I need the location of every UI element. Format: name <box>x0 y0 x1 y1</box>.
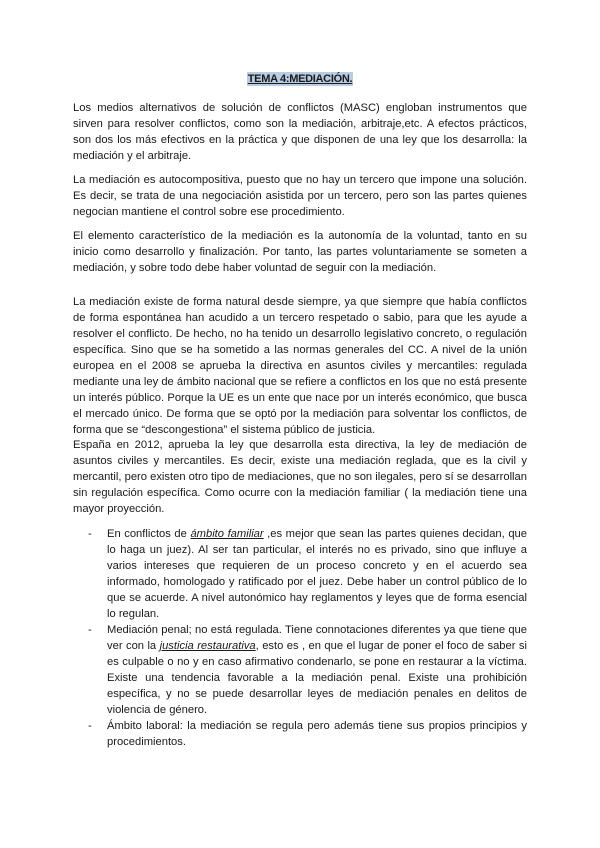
emphasis-justicia-restaurativa: justicia restaurativa <box>159 640 256 652</box>
list-item-text: , esto es , en que el lugar de poner el foco de saber si es culpable o no y en caso afirmativo condenarlo, se pone en restaurar a la víctima. Existe una tendencia favorable a la mediación penal. Existe una prohibición específica, y no se puede desarrollar leyes de mediación penales en delitos de violencia de género. <box>107 640 527 716</box>
list-item-text: ,es mejor que sean las partes quienes decidan, que lo haga un juez). Al ser tan particular, el interés no es privado, sino que influye a varios intereses que requieren de un proceso concreto y en el acuerdo sea informado, homologado y ratificado por el juez. Debe haber un control público de lo que se acuerde. A nivel autonómico hay reglamentos y leyes que de forma esencial lo regulan. <box>107 528 527 620</box>
list-dash: - <box>88 528 92 540</box>
title-wrapper <box>0 71 600 87</box>
paragraph-masc: Los medios alternativos de solución de conflictos (MASC) engloban instrumentos que sirven para resolver conflictos, como son la mediación, arbitraje,etc. A efectos prácticos, son dos los más efectivos en la práctica y que disponen de una ley que los desarrolla: la mediación y el arbitraje. <box>73 102 527 162</box>
list-dash: - <box>88 624 92 636</box>
list-item-text: Ámbito laboral: la mediación se regula pero además tiene sus propios principios y procedimientos. <box>107 720 527 748</box>
list-item-penal <box>88 622 527 718</box>
emphasis-ambito-familiar: ámbito familiar <box>190 528 264 540</box>
list-dash: - <box>88 720 92 732</box>
paragraph-autonomia: El elemento característico de la mediación es la autonomía de la voluntad, tanto en su inicio como desarrollo y finalización. Por tanto, las partes voluntariamente se someten a mediación, y sobre todo debe haber voluntad de seguir con la mediación. <box>73 230 527 274</box>
paragraph-autocompositiva: La mediación es autocompositiva, puesto que no hay un tercero que impone una solución. Es decir, se trata de una negociación asistida por un tercero, pero son las partes quienes negocian mantiene el control sobre ese procedimiento. <box>73 174 527 218</box>
mediation-types-list <box>88 526 527 750</box>
paragraph-historia: La mediación existe de forma natural desde siempre, ya que siempre que había conflictos de forma espontánea han acudido a un tercero respetado o sabio, para que les ayude a resolver el conflicto. De hecho, no ha tenido un desarrollo legislativo concreto, o regulación específica. Sino que se ha sometido a las normas generales del CC. A nivel de la unión europea en el 2008 se aprueba la directiva en asuntos civiles y mercantiles: regulada mediante una ley de ámbito nacional que se refiere a conflictos en los que no está presente un interés público. Porque la UE es un ente que nace por un interés económico, que busca el mercado único. De forma que se optó por la mediación para solventar los conflictos, de forma que se “descongestiona” el sistema público de justicia. <box>73 296 528 436</box>
list-item-text: En conflictos de <box>107 528 191 540</box>
list-item-laboral <box>88 718 527 750</box>
document-title: TEMA 4:MEDIACIÓN. <box>247 73 353 85</box>
paragraph-espana-2012: España en 2012, aprueba la ley que desarrolla esta directiva, la ley de mediación de asuntos civiles y mercantiles. Es decir, existe una mediación reglada, que es la civil y mercantil, pero existen otro tipo de mediaciones, que no son ilegales, pero sí se desarrollan sin regulación específica. Como ocurre con la mediación familiar ( la mediación tiene una mayor proyección. <box>73 439 527 515</box>
list-item-familiar <box>88 526 527 622</box>
list-item-text: Mediación penal; no está regulada. Tiene connotaciones diferentes ya que tiene que ver con la <box>107 624 527 652</box>
